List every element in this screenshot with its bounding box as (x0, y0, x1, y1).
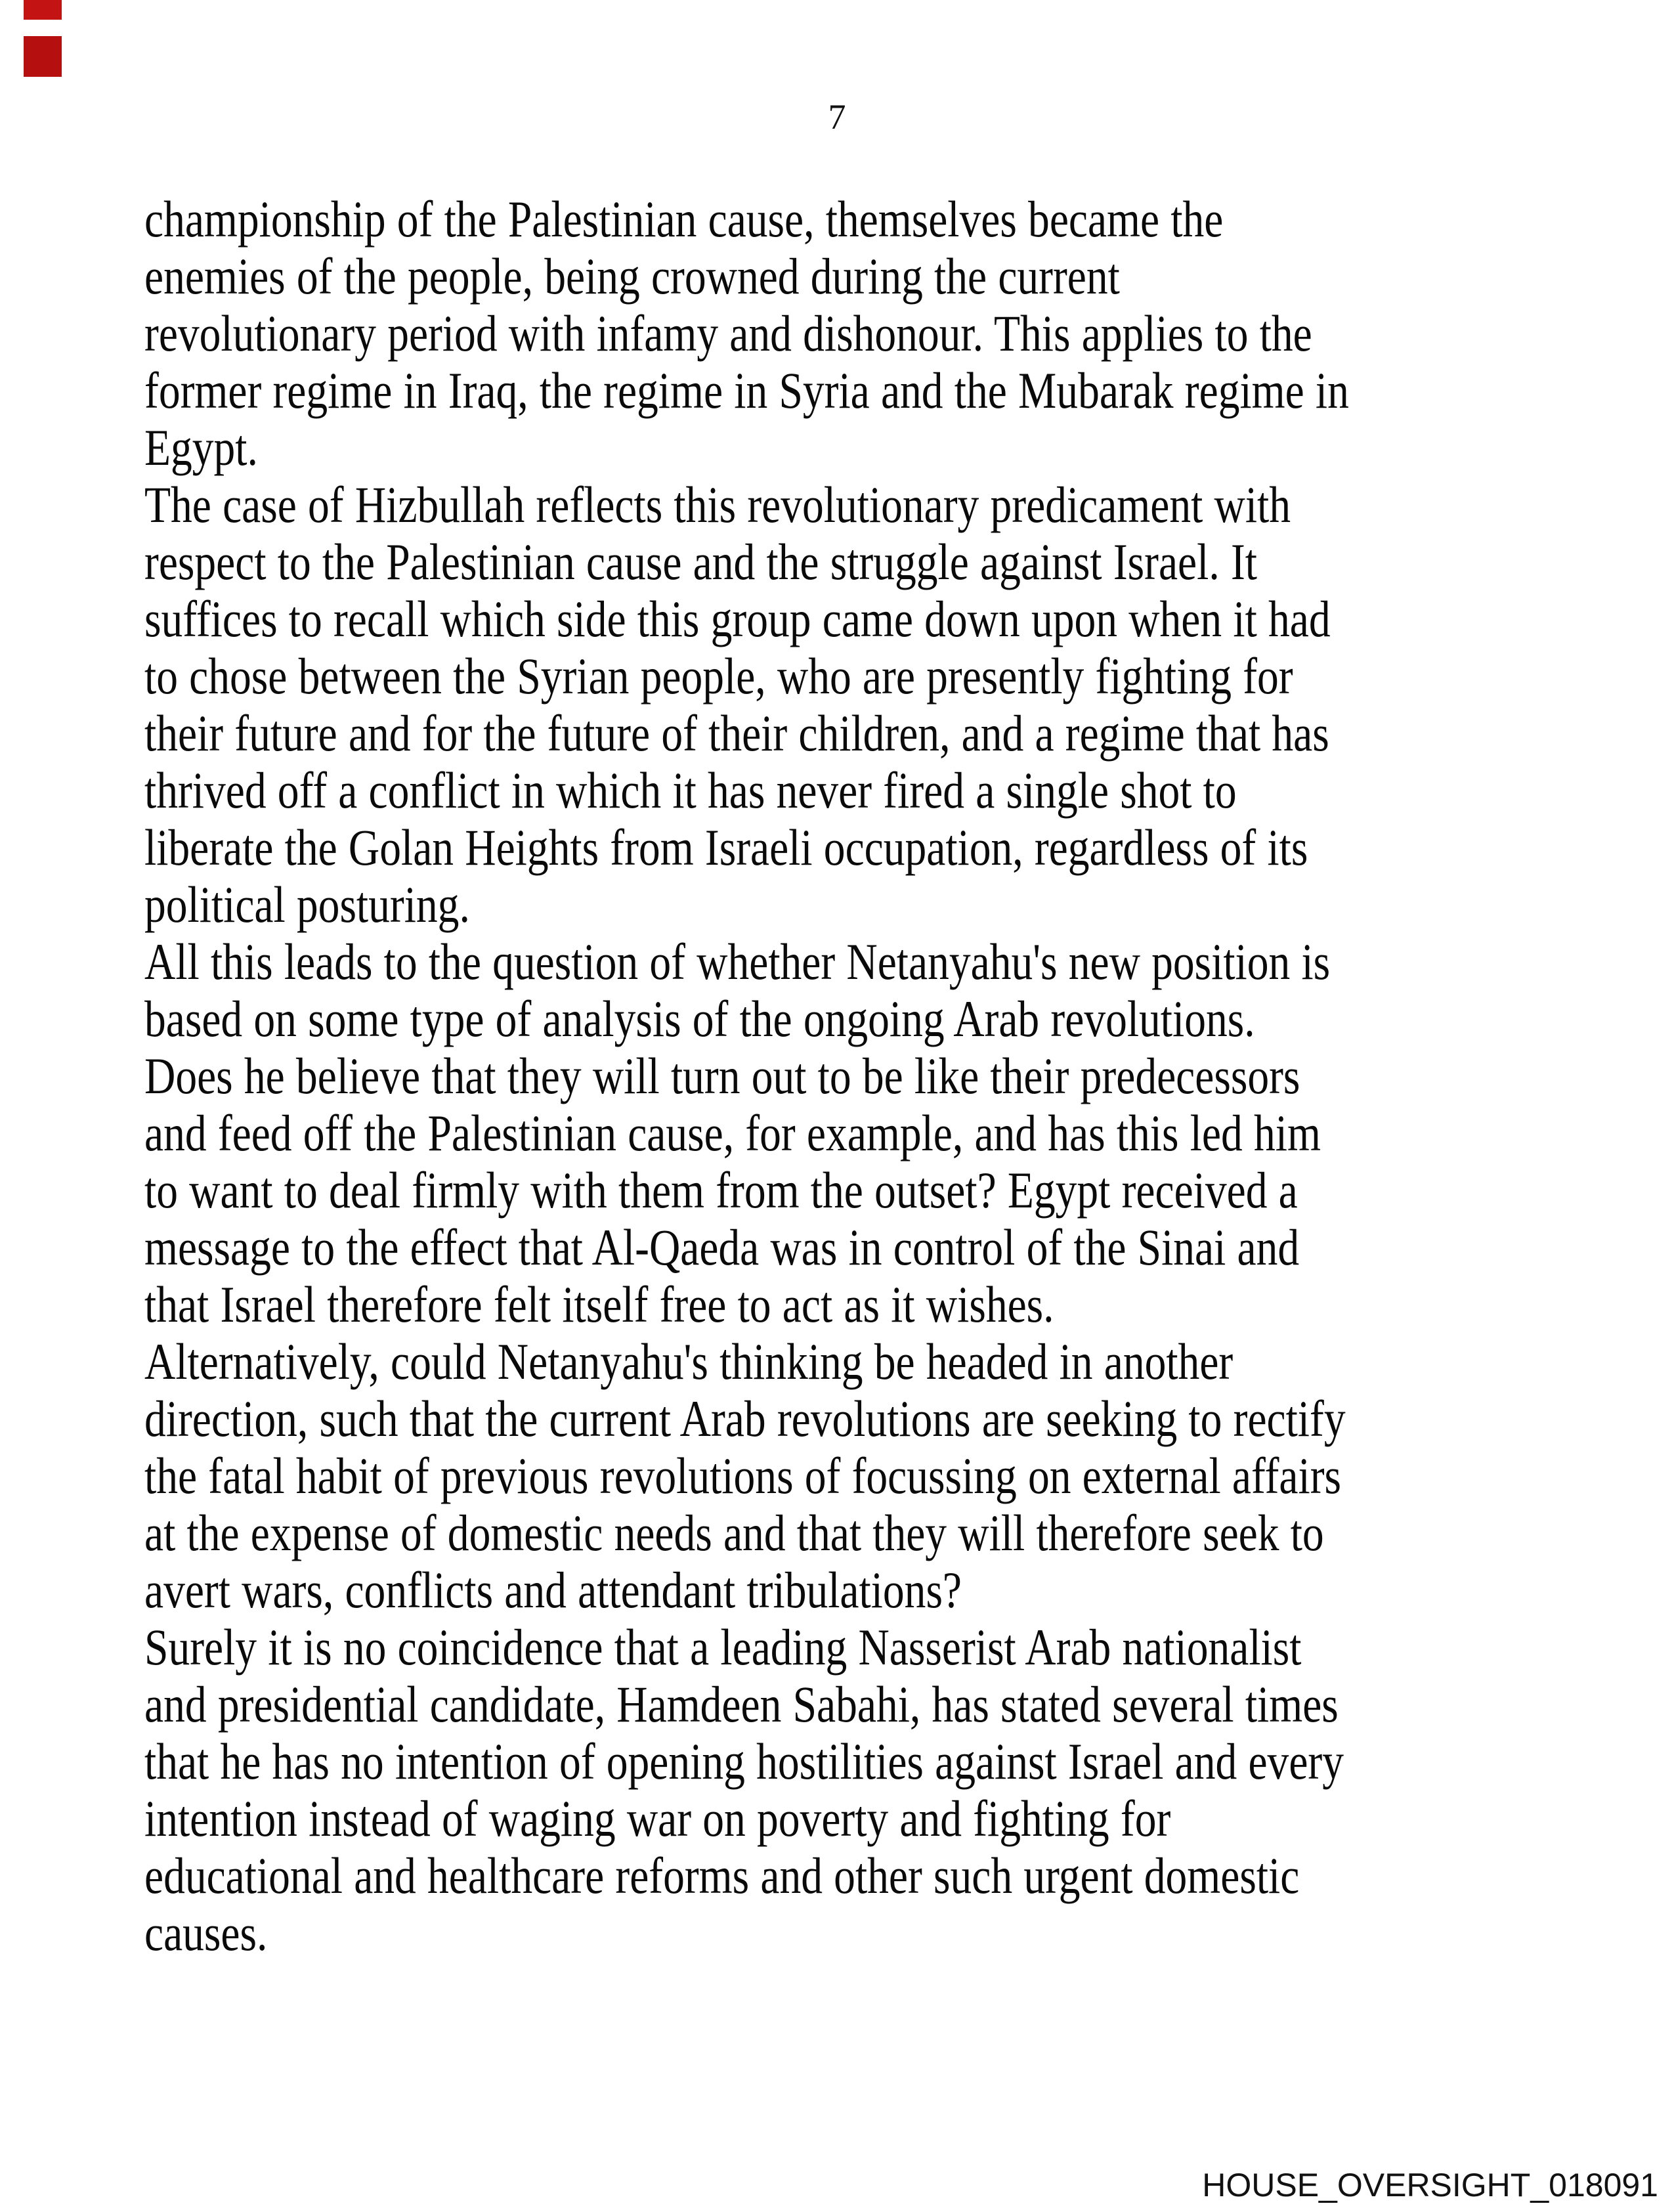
text-line: Alternatively, could Netanyahu's thinking be headed in another (144, 1333, 1234, 1390)
text-line: educational and healthcare reforms and other such urgent domestic (144, 1847, 1300, 1904)
text-line: championship of the Palestinian cause, themselves became the (144, 190, 1224, 248)
text-line: causes. (144, 1904, 268, 1961)
text-line: and presidential candidate, Hamdeen Sabahi, has stated several times (144, 1676, 1339, 1733)
text-line: former regime in Iraq, the regime in Syria and the Mubarak regime in (144, 362, 1349, 419)
bates-stamp: HOUSE_OVERSIGHT_018091 (1202, 2167, 1658, 2203)
red-ink-mark-top (24, 0, 62, 20)
text-line: thrived off a conflict in which it has never fired a single shot to (144, 762, 1237, 819)
text-line: the fatal habit of previous revolutions of focussing on external affairs (144, 1447, 1342, 1504)
text-line: avert wars, conflicts and attendant tribulations? (144, 1561, 962, 1618)
body-text-block (144, 190, 1349, 1961)
text-line: Surely it is no coincidence that a leading Nasserist Arab nationalist (144, 1618, 1302, 1676)
text-line: respect to the Palestinian cause and the struggle against Israel. It (144, 533, 1257, 590)
text-line: at the expense of domestic needs and that they will therefore seek to (144, 1504, 1324, 1561)
text-line: and feed off the Palestinian cause, for example, and has this led him (144, 1104, 1321, 1161)
text-line: liberate the Golan Heights from Israeli occupation, regardless of its (144, 819, 1308, 876)
text-line: to want to deal firmly with them from the outset? Egypt received a (144, 1161, 1298, 1219)
text-line: that he has no intention of opening hostilities against Israel and every (144, 1733, 1344, 1790)
text-line: All this leads to the question of whether Netanyahu's new position is (144, 933, 1331, 990)
text-line: Egypt. (144, 419, 258, 476)
text-line: intention instead of waging war on poverty and fighting for (144, 1790, 1171, 1847)
red-ink-mark-bottom (24, 36, 62, 77)
text-line: their future and for the future of their children, and a regime that has (144, 705, 1329, 762)
text-line: The case of Hizbullah reflects this revolutionary predicament with (144, 476, 1291, 533)
page-number: 7 (828, 97, 846, 137)
text-line: that Israel therefore felt itself free to act as it wishes. (144, 1276, 1054, 1333)
text-line: suffices to recall which side this group came down upon when it had (144, 590, 1331, 647)
text-line: based on some type of analysis of the ongoing Arab revolutions. (144, 990, 1255, 1047)
text-line: Does he believe that they will turn out to be like their predecessors (144, 1047, 1300, 1104)
text-line: direction, such that the current Arab revolutions are seeking to rectify (144, 1390, 1346, 1447)
text-line: revolutionary period with infamy and dishonour. This applies to the (144, 305, 1312, 362)
text-line: to chose between the Syrian people, who are presently fighting for (144, 647, 1293, 705)
text-line: message to the effect that Al-Qaeda was in control of the Sinai and (144, 1219, 1300, 1276)
text-line: enemies of the people, being crowned during the current (144, 248, 1120, 305)
text-line: political posturing. (144, 876, 470, 933)
